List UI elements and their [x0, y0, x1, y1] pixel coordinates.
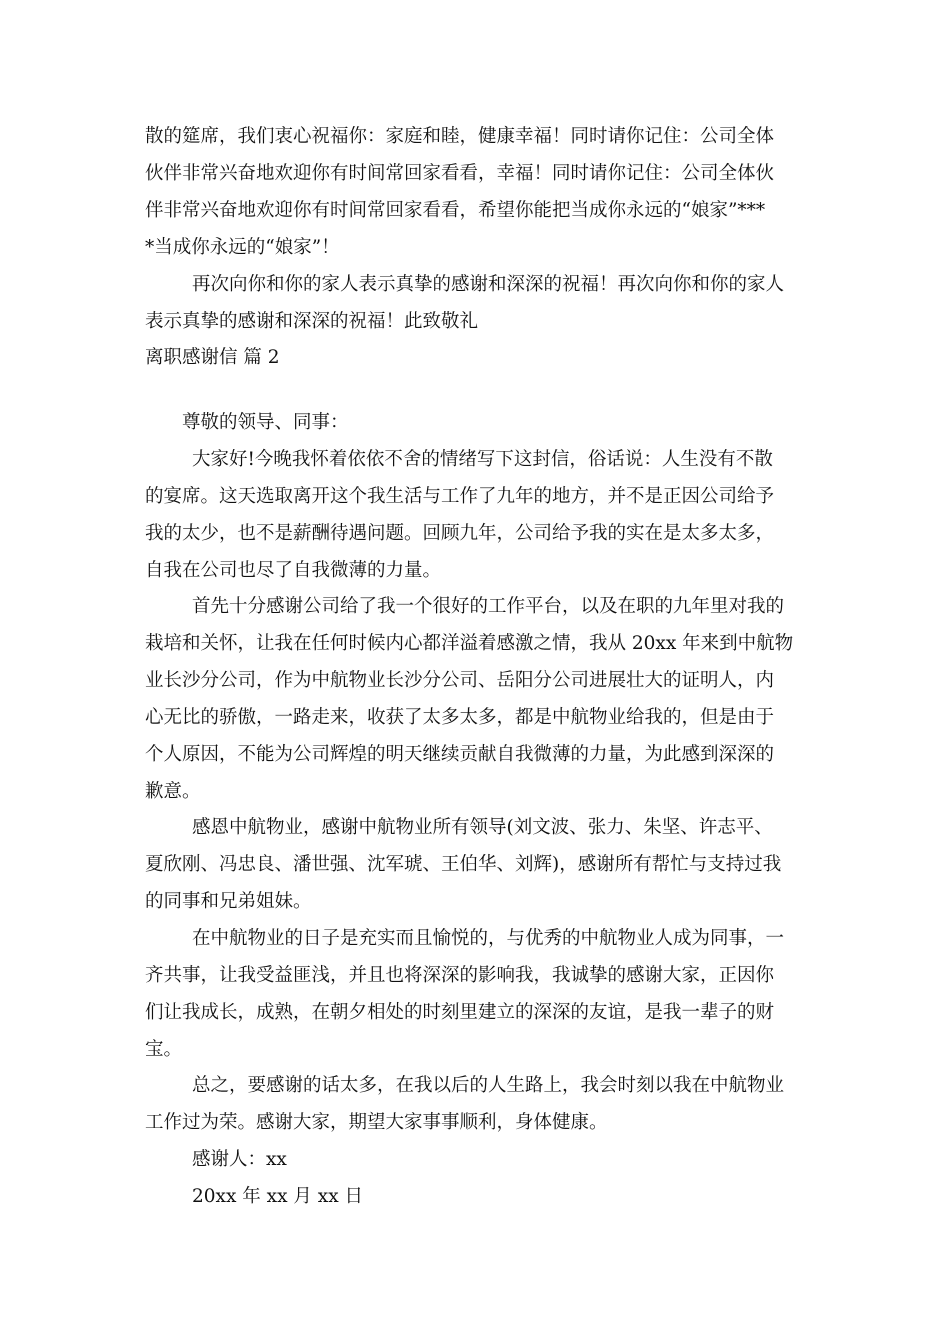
salutation: 尊敬的领导、同事： — [182, 412, 349, 433]
text-line: 伙伴非常兴奋地欢迎你有时间常回家看看，幸福！同时请你记住：公司全体伙 — [145, 163, 775, 184]
text-line: 宝。 — [145, 1039, 183, 1060]
text-line: 伴非常兴奋地欢迎你有时间常回家看看，希望你能把当成你永远的“娘家”*** — [145, 200, 766, 221]
text-line: 表示真挚的感谢和深深的祝福！此致敬礼 — [145, 311, 479, 332]
text-line: 的同事和兄弟姐妹。 — [145, 891, 312, 912]
text-line: 首先十分感谢公司给了我一个很好的工作平台，以及在职的九年里对我的 — [192, 596, 785, 617]
text-line: 歉意。 — [145, 781, 201, 802]
text-line: 的宴席。这天选取离开这个我生活与工作了九年的地方，并不是正因公司给予 — [145, 486, 775, 507]
text-line: 我的太少，也不是薪酬待遇问题。回顾九年，公司给予我的实在是太多太多， — [145, 523, 775, 544]
text-line: 业长沙分公司，作为中航物业长沙分公司、岳阳分公司进展壮大的证明人，内 — [145, 670, 775, 691]
signature: 感谢人：xx — [192, 1149, 287, 1170]
text-line: 散的筵席，我们衷心祝福你：家庭和睦，健康幸福！同时请你记住：公司全体 — [145, 126, 775, 147]
text-line: 感恩中航物业，感谢中航物业所有领导(刘文波、张力、朱坚、许志平、 — [192, 817, 773, 838]
text-line: *当成你永远的“娘家”！ — [145, 237, 340, 258]
text-line: 大家好!今晚我怀着依依不舍的情绪写下这封信，俗话说：人生没有不散 — [192, 449, 773, 470]
text-line: 夏欣刚、冯忠良、潘世强、沈军琥、王伯华、刘辉)，感谢所有帮忙与支持过我 — [145, 854, 782, 875]
text-line: 再次向你和你的家人表示真挚的感谢和深深的祝福！再次向你和你的家人 — [192, 274, 785, 295]
letter-date: 20xx 年 xx 月 xx 日 — [192, 1186, 364, 1207]
text-line: 在中航物业的日子是充实而且愉悦的，与优秀的中航物业人成为同事，一 — [192, 928, 785, 949]
text-line: 自我在公司也尽了自我微薄的力量。 — [145, 560, 442, 581]
text-line: 齐共事，让我受益匪浅，并且也将深深的影响我，我诚挚的感谢大家，正因你 — [145, 965, 775, 986]
text-line: 们让我成长，成熟，在朝夕相处的时刻里建立的深深的友谊，是我一辈子的财 — [145, 1002, 775, 1023]
text-line: 栽培和关怀，让我在任何时候内心都洋溢着感激之情，我从 20xx 年来到中航物 — [145, 633, 794, 654]
text-line: 心无比的骄傲，一路走来，收获了太多太多，都是中航物业给我的，但是由于 — [145, 707, 775, 728]
text-line: 个人原因，不能为公司辉煌的明天继续贡献自我微薄的力量，为此感到深深的 — [145, 744, 775, 765]
text-line: 总之，要感谢的话太多，在我以后的人生路上，我会时刻以我在中航物业 — [192, 1075, 785, 1096]
text-line: 工作过为荣。感谢大家，期望大家事事顺利，身体健康。 — [145, 1112, 608, 1133]
section-title: 离职感谢信 篇 2 — [145, 347, 280, 368]
